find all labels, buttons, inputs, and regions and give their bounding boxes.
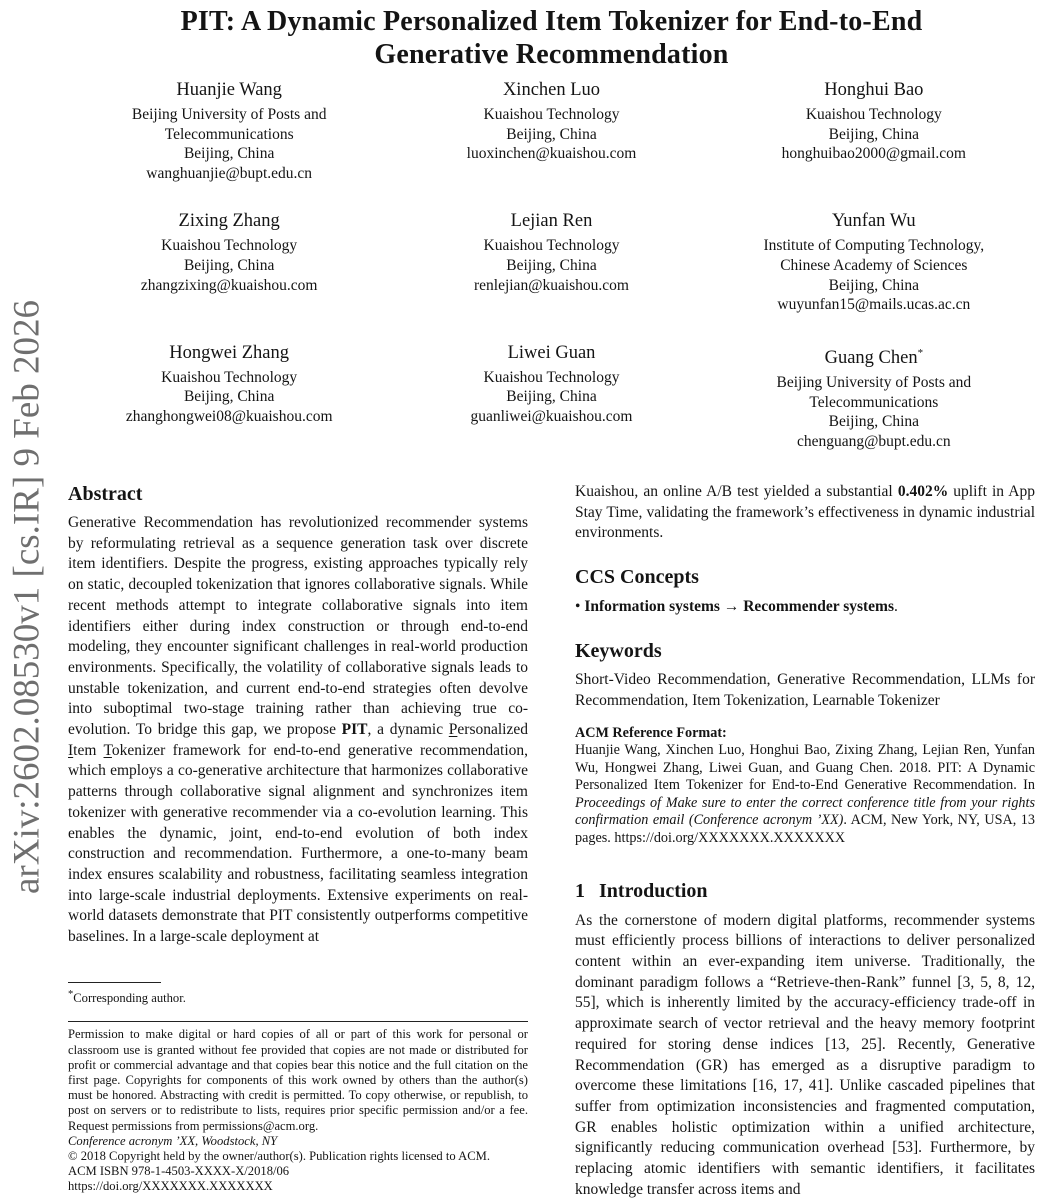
- arxiv-stamp: arXiv:2602.08530v1 [cs.IR] 9 Feb 2026: [6, 300, 48, 894]
- doi-link[interactable]: https://doi.org/XXXXXXX.XXXXXXX: [614, 829, 846, 846]
- author-affiliation: Beijing, China: [828, 125, 920, 143]
- keywords-heading: Keywords: [575, 640, 662, 663]
- copyright-rule: [68, 1021, 528, 1022]
- keywords-text: Short-Video Recommendation, Generative Recommendation, LLMs for Recommendation, Item Tokenization, Learnable Tokenizer: [575, 671, 1035, 709]
- abstract-heading: Abstract: [68, 483, 143, 505]
- author-name: Lejian Ren: [510, 211, 593, 232]
- author-affiliation: Beijing, China: [183, 145, 275, 163]
- author-name: Guang Chen*: [824, 346, 924, 368]
- conference-line: Conference acronym ’XX, Woodstock, NY: [68, 1133, 278, 1148]
- section-number: 1: [575, 879, 585, 902]
- title-line-1: PIT: A Dynamic Personalized Item Tokenizer for End-to-End: [180, 6, 923, 37]
- acm-reference-citation: Huanjie Wang, Xinchen Luo, Honghui Bao, Zixing Zhang, Lejian Ren, Yunfan Wu, Hongwei Zhang, Liwei Guan, and Guang Chen. 2018. PIT: A Dynamic Personalized Item Tokenizer for End-to-End Generative Recommendation. In Proceedings of Make sure to enter the correct conference title from your rights confirmation email (Conference acronym ’XX). ACM, New York, NY, USA, 13 pages. https://doi.org/XXXXXXX.XXXXXXX: [575, 742, 1035, 846]
- title-line-2: Generative Recommendation: [374, 39, 729, 70]
- pit-acronym: PIT: [341, 721, 368, 739]
- author-name: Liwei Guan: [507, 342, 596, 363]
- author-email: luoxinchen@kuaishou.com: [466, 145, 637, 163]
- author-affiliation: Kuaishou Technology: [805, 106, 942, 123]
- author-email: wanghuanjie@bupt.edu.cn: [146, 164, 313, 182]
- uplift-value: 0.402%: [897, 483, 949, 500]
- introduction-heading: 1 Introduction: [575, 879, 708, 902]
- author-name: Honghui Bao: [824, 80, 924, 100]
- abstract-text: Generative Recommendation has revolutionized recommender systems by reformulating retrieval as a sequence generation task over discrete item identifiers. Despite the progress, existing approaches typically rely on static, decoupled tokenization that ignores collaborative signals. While recent methods attempt to integrate collaborative signals into item identifiers either during index construction or through end-to-end modeling, they encounter significant challenges in real-world production environments. Specifically, the volatility of collaborative signals leads to unstable tokenization, and current end-to-end strategies often devolve into suboptimal two-stage training rather than achieving true co-evolution. To bridge this gap, we propose PIT, a dynamic Personalized Item Tokenizer framework for end-to-end generative recommendation, which employs a co-generative architecture that harmonizes collaborative patterns through collaborative signal alignment and synchronizes item tokenizer with generative recommender via a co-evolution learning. This enables the dynamic, joint, end-to-end evolution of both index construction and recommendation. Furthermore, a one-to-many beam index ensures scalability and robustness, facilitating seamless integration into large-scale industrial deployments. Extensive experiments on real-world datasets demonstrate that PIT consistently outperforms competitive baselines. In a large-scale deployment at: [68, 514, 528, 946]
- author-name: Zixing Zhang: [178, 211, 280, 232]
- doi-line: [68, 1179, 528, 1194]
- author-block-honghui-bao: [713, 79, 1035, 183]
- copyright-line: © 2018 Copyright held by the owner/author(s). Publication rights licensed to ACM.: [68, 1149, 490, 1164]
- author-affiliation: Kuaishou Technology: [483, 237, 620, 255]
- author-email: zhanghongwei08@kuaishou.com: [125, 407, 333, 425]
- author-affiliation: Kuaishou Technology: [483, 368, 620, 386]
- footnote-block: [68, 982, 528, 1195]
- author-affiliation: Beijing, China: [183, 256, 275, 274]
- doi-link[interactable]: https://doi.org/XXXXXXX.XXXXXXX: [68, 1179, 273, 1194]
- author-affiliation: Beijing, China: [506, 125, 597, 143]
- author-affiliation: Beijing, China: [506, 388, 597, 406]
- author-affiliation: Kuaishou Technology: [161, 368, 298, 386]
- author-block-yunfan-wu: [713, 210, 1035, 314]
- two-column-body: [68, 482, 1035, 1200]
- author-affiliation: Institute of Computing Technology,: [763, 237, 985, 255]
- right-column: [575, 482, 1035, 1200]
- author-name: Xinchen Luo: [502, 80, 601, 100]
- permission-notice: Permission to make digital or hard copies of all or part of this work for personal or classroom use is granted without fee provided that copies are not made or distributed for profit or commercial advantage and that copies bear this notice and the full citation on the first page. Copyrights for components of this work owned by others than the author(s) must be honored. Abstracting with credit is permitted. To copy otherwise, or republish, to post on servers or to redistribute to lists, requires prior specific permission and/or a fee. Request permissions from permissions@acm.org.: [68, 1027, 528, 1133]
- author-affiliation: Beijing University of Posts and: [776, 373, 972, 391]
- author-affiliation: Beijing, China: [506, 256, 597, 274]
- corresponding-author-marker: *: [917, 346, 924, 359]
- authors-grid: [68, 79, 1035, 451]
- arrow-glyph: →: [719, 598, 744, 616]
- isbn-line: ACM ISBN 978-1-4503-XXXX-X/2018/06: [68, 1164, 290, 1179]
- author-email: renlejian@kuaishou.com: [473, 276, 629, 294]
- ccs-concepts-text: • Information systems → Recommender systems.: [575, 598, 898, 616]
- acm-reference-heading: ACM Reference Format:: [575, 724, 727, 741]
- left-column: [68, 482, 528, 1200]
- author-affiliation: Kuaishou Technology: [483, 106, 620, 123]
- author-block-xinchen-luo: [390, 79, 712, 183]
- author-name: Huanjie Wang: [176, 80, 282, 100]
- author-affiliation: Beijing, China: [183, 388, 275, 406]
- author-block-zixing-zhang: [68, 210, 390, 314]
- page-title: [68, 5, 1035, 71]
- author-affiliation: Kuaishou Technology: [161, 237, 298, 255]
- author-block-lejian-ren: [390, 210, 712, 314]
- author-email: chenguang@bupt.edu.cn: [796, 432, 951, 450]
- author-email: honghuibao2000@gmail.com: [781, 145, 966, 163]
- author-affiliation: Beijing, China: [828, 413, 920, 431]
- author-affiliation: Telecommunications: [809, 393, 939, 411]
- corresponding-author-footnote: *Corresponding author.: [68, 989, 186, 1006]
- author-email: zhangzixing@kuaishou.com: [140, 276, 318, 294]
- author-name: Yunfan Wu: [831, 211, 916, 232]
- introduction-text: As the cornerstone of modern digital platforms, recommender systems must efficiently process billions of interactions to deliver personalized content within an ever-expanding item universe. Traditionally, the dominant paradigm follows a “Retrieve-then-Rank” funnel [3, 5, 8, 12, 55], which is inherently limited by the accuracy-efficiency trade-off in approximate search of vector retrieval and the heavy memory footprint required for storing dense indices [13, 25]. Recently, Generative Recommendation (GR) has emerged as a disruptive paradigm to overcome these limitations [16, 17, 41]. Unlike cascaded pipelines that suffer from optimization inconsistencies and fragmented computation, GR enables holistic optimization within a unified architecture, significantly reducing communication overhead [53]. Furthermore, by replacing atomic identifiers with semantic identifiers, it facilitates knowledge transfer across items and: [575, 911, 1035, 1198]
- author-name: Hongwei Zhang: [169, 342, 290, 363]
- author-email: wuyunfan15@mails.ucas.ac.cn: [777, 296, 971, 314]
- author-block-liwei-guan: [390, 342, 712, 452]
- ccs-concepts-heading: CCS Concepts: [575, 566, 699, 589]
- author-affiliation: Beijing, China: [828, 276, 920, 294]
- author-affiliation: Beijing University of Posts and: [131, 106, 327, 123]
- author-block-guang-chen: [713, 342, 1035, 452]
- author-affiliation: Telecommunications: [164, 125, 294, 143]
- author-email: guanliwei@kuaishou.com: [470, 407, 633, 425]
- author-block-hongwei-zhang: [68, 342, 390, 452]
- abstract-continued-text: Kuaishou, an online A/B test yielded a substantial 0.402% uplift in App Stay Time, validating the framework’s effectiveness in dynamic industrial environments.: [575, 483, 1035, 542]
- author-block-huanjie-wang: [68, 79, 390, 183]
- author-affiliation: Chinese Academy of Sciences: [780, 256, 968, 274]
- footnote-rule: [68, 982, 161, 983]
- bullet: •: [575, 598, 585, 616]
